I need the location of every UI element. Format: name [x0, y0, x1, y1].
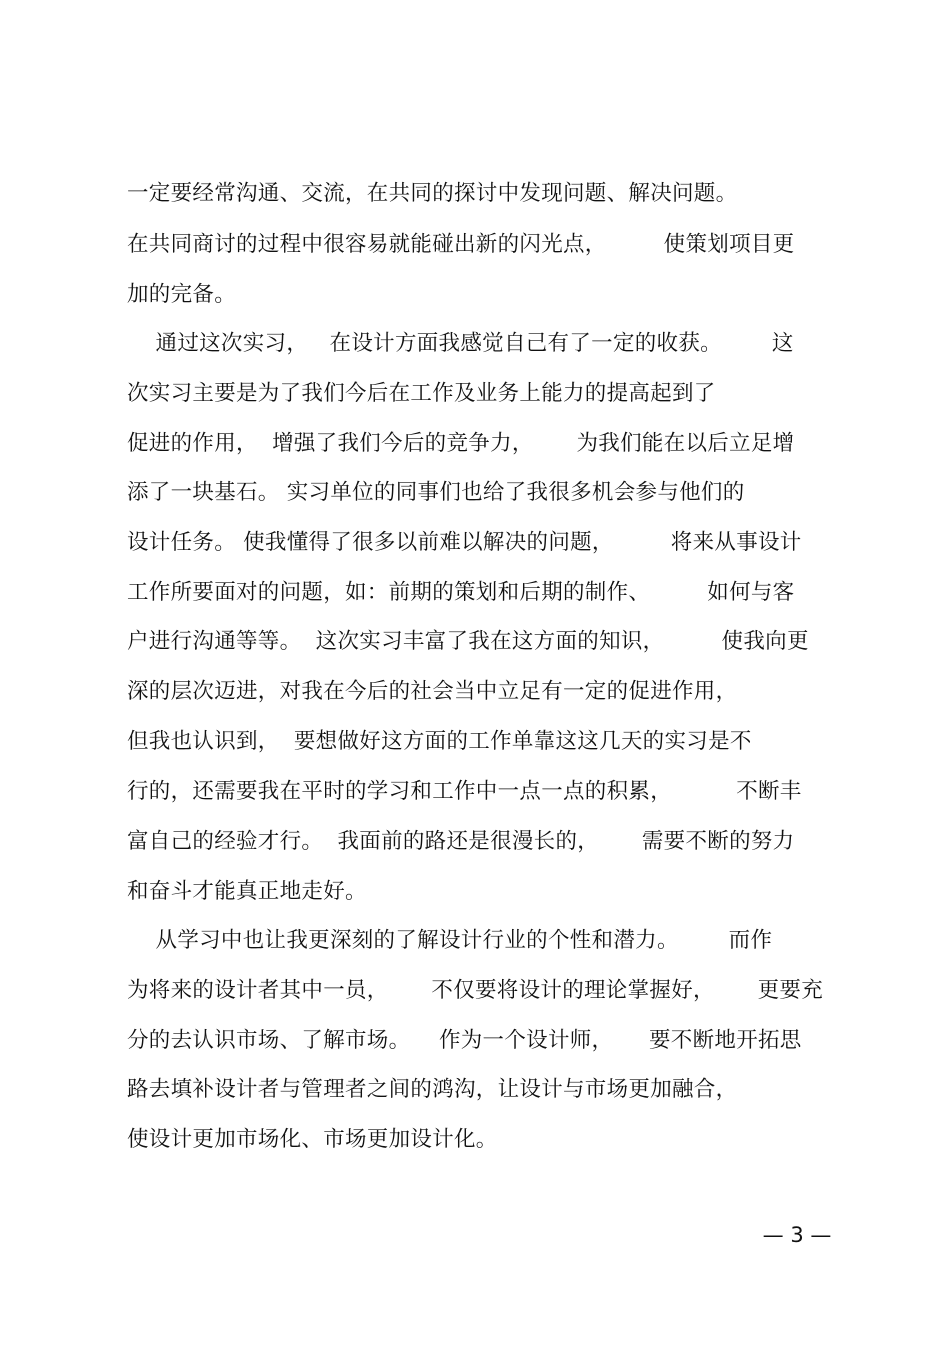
text-line: 次实习主要是为了我们今后在工作及业务上能力的提高起到了	[127, 381, 716, 406]
text-line: 从学习中也让我更深刻的了解设计行业的个性和潜力。 而作	[127, 928, 773, 953]
text-line: 加的完备。	[127, 282, 237, 307]
text-line: 分的去认识市场、了解市场。 作为一个设计师， 要不断地开拓思	[127, 1028, 802, 1053]
text-line: 工作所要面对的问题，如：前期的策划和后期的制作、 如何与客	[127, 580, 795, 605]
text-line: 路去填补设计者与管理者之间的鸿沟，让设计与市场更加融合，	[127, 1077, 738, 1102]
page-number: — 3 —	[762, 1223, 832, 1247]
text-line: 为将来的设计者其中一员， 不仅要将设计的理论掌握好， 更要充	[127, 978, 824, 1003]
text-line: 富自己的经验才行。 我面前的路还是很漫长的， 需要不断的努力	[127, 829, 795, 854]
text-line: 户进行沟通等等。 这次实习丰富了我在这方面的知识， 使我向更	[127, 629, 809, 654]
text-line: 使设计更加市场化、市场更加设计化。	[127, 1127, 498, 1152]
text-line: 行的，还需要我在平时的学习和工作中一点一点的积累， 不断丰	[127, 779, 802, 804]
text-line: 但我也认识到， 要想做好这方面的工作单靠这这几天的实习是不	[127, 729, 752, 754]
text-line: 和奋斗才能真正地走好。	[127, 879, 367, 904]
text-line: 促进的作用， 增强了我们今后的竞争力， 为我们能在以后立足增	[127, 431, 795, 456]
text-line: 一定要经常沟通、交流，在共同的探讨中发现问题、解决问题。	[127, 181, 738, 206]
text-line: 通过这次实习， 在设计方面我感觉自己有了一定的收获。 这	[127, 331, 794, 356]
text-line: 深的层次迈进，对我在今后的社会当中立足有一定的促进作用，	[127, 679, 738, 704]
text-line: 添了一块基石。 实习单位的同事们也给了我很多机会参与他们的	[127, 480, 745, 505]
text-line: 设计任务。 使我懂得了很多以前难以解决的问题， 将来从事设计	[127, 530, 802, 555]
text-line: 在共同商讨的过程中很容易就能碰出新的闪光点， 使策划项目更	[127, 232, 795, 257]
